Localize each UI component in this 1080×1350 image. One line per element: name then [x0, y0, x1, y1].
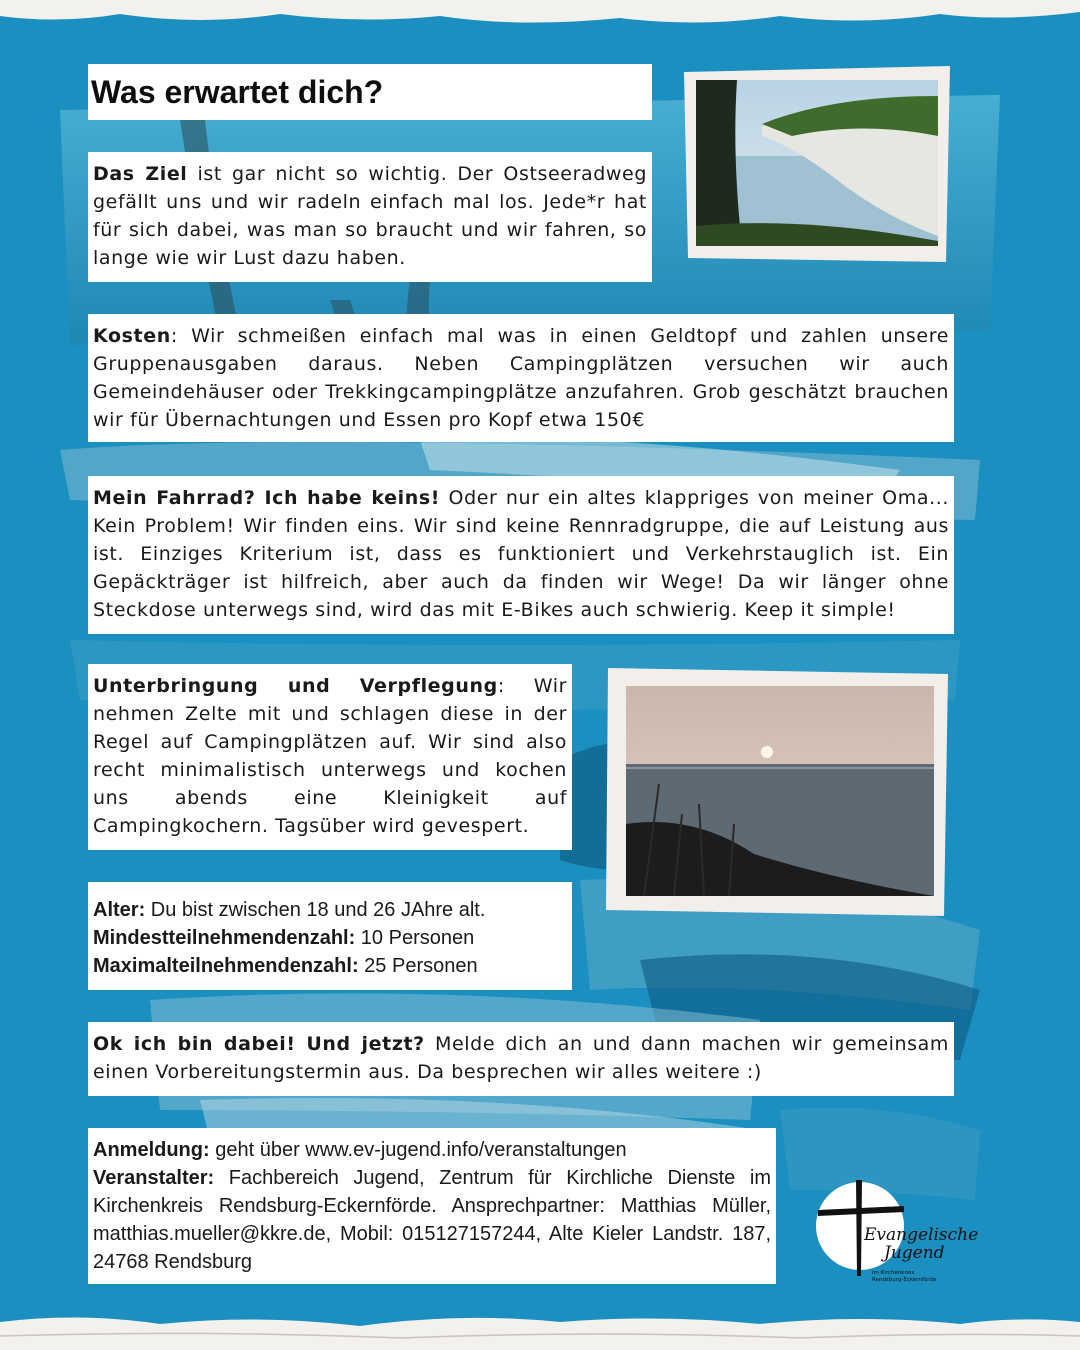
kosten-text: : Wir schmeißen einfach mal was in einen Geldtopf und zahlen unsere Gruppenausgaben daraus. Neben Campingplätzen versuchen wir auch Gemeindehäuser oder Trekkingcampingplätze anzufahren. Grob geschätzt brauchen wir für Übernachtungen und Essen pro Kopf etwa 150€: [93, 325, 949, 431]
dabei-text: Melde dich an und dann machen wir gemeinsam einen Vorbereitungstermin aus. Da besprechen wir alles weitere :): [93, 1033, 949, 1083]
page-title: Was erwartet dich?: [88, 64, 652, 120]
evangelische-jugend-logo: [812, 1176, 982, 1296]
fahrrad-lead: Mein Fahrrad? Ich habe keins!: [93, 487, 441, 509]
fahrrad-box: [88, 476, 954, 634]
dabei-box: [88, 1022, 954, 1096]
alter-label: Alter:: [93, 899, 146, 921]
kosten-box: [88, 314, 954, 442]
ziel-lead: Das Ziel: [93, 163, 188, 185]
alter-row: [93, 896, 567, 924]
min-value: 10 Personen: [355, 927, 475, 949]
max-row: [93, 952, 567, 980]
logo-sub1: im Kirchenkreis: [872, 1270, 915, 1276]
unterbringung-box: [88, 664, 572, 850]
kosten-lead: Kosten: [93, 325, 171, 347]
veranstalter-value: Fachbereich Jugend, Zentrum für Kirchliche Dienste im Kirchenkreis Rendsburg-Eckernförde. Ansprechpartner: Matthias Müller, matthias.mueller@kkre.de, Mobil: 015127157244, Alte Kieler Landstr. 187, 24768 Rendsburg: [93, 1167, 771, 1273]
max-label: Maximalteilnehmendenzahl:: [93, 955, 359, 977]
alter-value: Du bist zwischen 18 und 26 JAhre alt.: [145, 899, 486, 921]
unterbringung-lead: Unterbringung und Verpflegung: [93, 675, 498, 697]
anmeldung-box: [88, 1128, 776, 1284]
anmeldung-label: Anmeldung:: [93, 1139, 210, 1161]
min-row: [93, 924, 567, 952]
photo-sunset: [604, 664, 952, 920]
fahrrad-text: Oder nur ein altes klappriges von meiner Oma... Kein Problem! Wir finden eins. Wir sind keine Rennradgruppe, die auf Leistung aus ist. Einziges Kriterium ist, dass es funktioniert und Verkehrstauglich ist. Ein Gepäckträger ist hilfreich, aber auch da finden wir Wege! Da wir länger ohne Steckdose unterwegs sind, wird das mit E-Bikes auch schwierig. Keep it simple!: [93, 487, 949, 621]
logo-sub2: Rendsburg-Eckernförde: [872, 1277, 937, 1283]
ziel-text: ist gar nicht so wichtig. Der Ostseeradweg gefällt uns und wir radeln einfach mal los. Jede*r hat für sich dabei, was man so braucht und wir fahren, so lange wie wir Lust dazu haben.: [93, 163, 647, 269]
max-value: 25 Personen: [358, 955, 478, 977]
veranstalter-label: Veranstalter:: [93, 1167, 215, 1189]
logo-line1: Evangelische: [864, 1225, 979, 1245]
min-label: Mindestteilnehmendenzahl:: [93, 927, 356, 949]
anmeldung-value: geht über www.ev-jugend.info/veranstaltungen: [209, 1139, 627, 1161]
dabei-lead: Ok ich bin dabei! Und jetzt?: [93, 1033, 425, 1055]
photo-cliffs: [682, 66, 952, 264]
unterbringung-text: : Wir nehmen Zelte mit und schlagen diese in der Regel auf Campingplätzen auf. Wir sind also recht minimalistisch unterwegs und kochen uns abends eine Kleinigkeit auf Campingkochern. Tagsüber wird gevespert.: [93, 675, 567, 837]
details-box: [88, 882, 572, 990]
logo-line2: Jugend: [884, 1243, 945, 1263]
ziel-box: [88, 152, 652, 282]
